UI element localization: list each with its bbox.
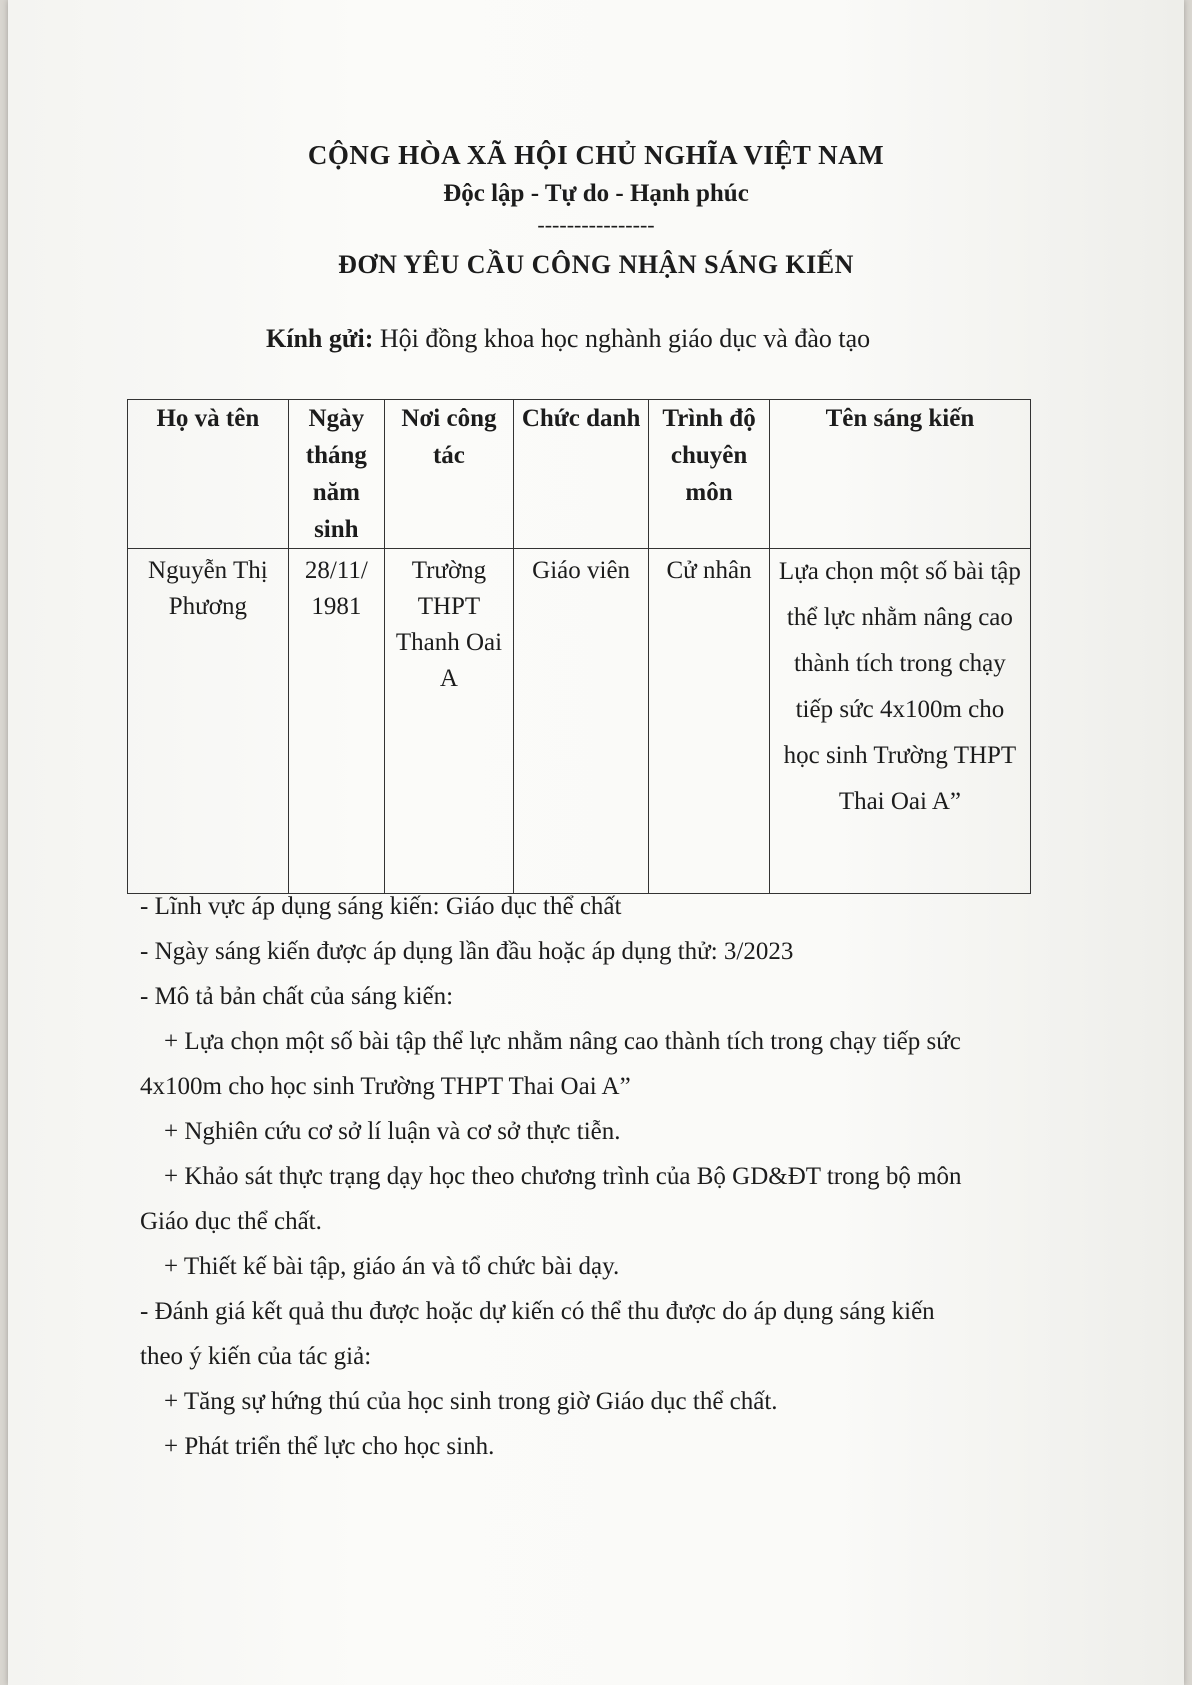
header-workplace: Nơi công tác bbox=[384, 400, 513, 549]
header-full-name: Họ và tên bbox=[128, 400, 289, 549]
body-line-description-3-cont: Giáo dục thể chất. bbox=[140, 1208, 322, 1235]
header-qualification: Trình độ chuyên môn bbox=[649, 400, 770, 549]
cell-birth-date: 28/11/ 1981 bbox=[288, 549, 384, 894]
body-line-description-1: + Lựa chọn một số bài tập thể lực nhằm nâng cao thành tích trong chạy tiếp sức bbox=[164, 1028, 961, 1055]
national-motto: Độc lập - Tự do - Hạnh phúc bbox=[443, 180, 749, 207]
header-separator: ---------------- bbox=[537, 212, 655, 237]
body-line-description-1-cont: 4x100m cho học sinh Trường THPT Thai Oai A” bbox=[140, 1073, 631, 1100]
body-line-description-4: + Thiết kế bài tập, giáo án và tổ chức bài dạy. bbox=[164, 1253, 620, 1280]
document-title: ĐƠN YÊU CẦU CÔNG NHẬN SÁNG KIẾN bbox=[338, 250, 854, 279]
body-line-description-heading: - Mô tả bản chất của sáng kiến: bbox=[140, 983, 454, 1010]
recipient-value: Hội đồng khoa học nghành giáo dục và đào tạo bbox=[379, 324, 871, 353]
header-birth-date: Ngày tháng năm sinh bbox=[288, 400, 384, 549]
header-initiative-name: Tên sáng kiến bbox=[769, 400, 1030, 549]
body-line-description-2: + Nghiên cứu cơ sở lí luận và cơ sở thực tiễn. bbox=[164, 1118, 621, 1145]
recipient-line bbox=[266, 324, 870, 354]
cell-workplace: Trường THPT Thanh Oai A bbox=[384, 549, 513, 894]
header-position: Chức danh bbox=[513, 400, 648, 549]
table-row bbox=[128, 549, 1031, 894]
body-line-description-3: + Khảo sát thực trạng dạy học theo chương trình của Bộ GD&ĐT trong bộ môn bbox=[164, 1163, 962, 1190]
body-line-field: - Lĩnh vực áp dụng sáng kiến: Giáo dục thể chất bbox=[140, 893, 622, 920]
document-body bbox=[140, 884, 1020, 1469]
cell-initiative-name: Lựa chọn một số bài tập thể lực nhằm nâng cao thành tích trong chạy tiếp sức 4x100m cho học sinh Trường THPT Thai Oai A” bbox=[769, 549, 1030, 894]
body-line-evaluation-heading-cont: theo ý kiến của tác giả: bbox=[140, 1343, 372, 1370]
recipient-label: Kính gửi: bbox=[266, 324, 374, 353]
author-info-table bbox=[127, 399, 1031, 894]
body-line-date: - Ngày sáng kiến được áp dụng lần đầu hoặc áp dụng thử: 3/2023 bbox=[140, 938, 794, 965]
table-header-row bbox=[128, 400, 1031, 549]
cell-full-name: Nguyễn Thị Phương bbox=[128, 549, 289, 894]
cell-qualification: Cử nhân bbox=[649, 549, 770, 894]
national-title: CỘNG HÒA XÃ HỘI CHỦ NGHĨA VIỆT NAM bbox=[307, 140, 885, 170]
body-line-evaluation-heading: - Đánh giá kết quả thu được hoặc dự kiến có thể thu được do áp dụng sáng kiến bbox=[140, 1298, 935, 1325]
body-line-evaluation-2: + Phát triển thể lực cho học sinh. bbox=[164, 1433, 495, 1460]
body-line-evaluation-1: + Tăng sự hứng thú của học sinh trong giờ Giáo dục thể chất. bbox=[164, 1388, 778, 1415]
cell-position: Giáo viên bbox=[513, 549, 648, 894]
